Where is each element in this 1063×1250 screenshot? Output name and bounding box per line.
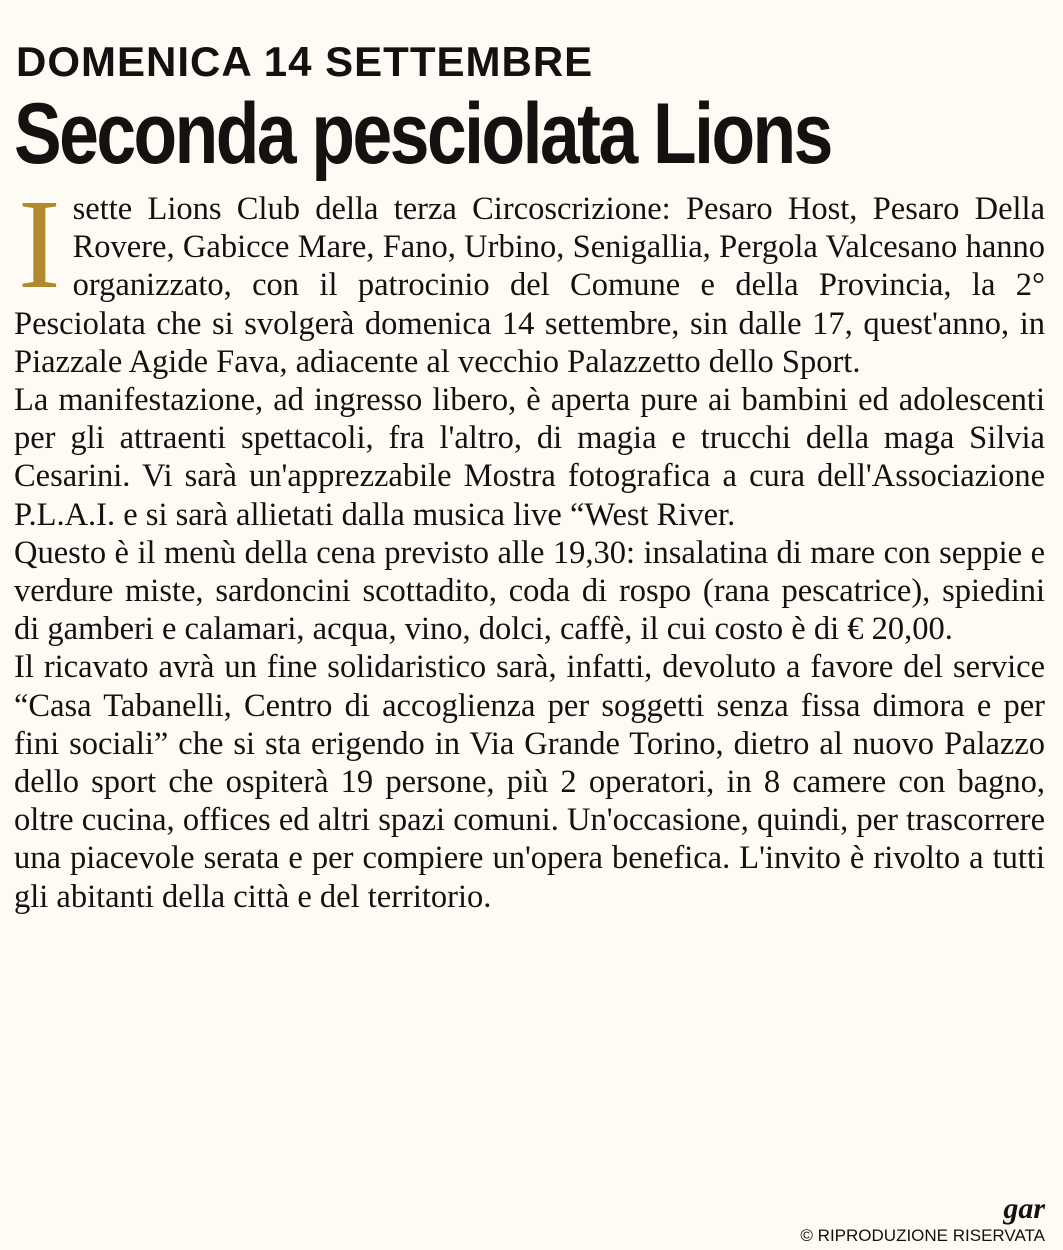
copyright-notice: © RIPRODUZIONE RISERVATA	[800, 1226, 1045, 1245]
drop-cap: I	[18, 173, 61, 315]
paragraph-1-text: sette Lions Club della terza Circoscrizione: Pesaro Host, Pesaro Della Rovere, Gabicce Mare, Fano, Urbino, Senigallia, Pergola Valcesano hanno organizzato, con il patrocinio del Comune e della Provincia, la 2° Pesciolata che si svolgerà domenica 14 settembre, sin dalle 17, quest'anno, in Piazzale Agide Fava, adiacente al vecchio Palazzetto dello Sport.	[14, 191, 1045, 380]
article-paragraph-1	[14, 173, 1045, 381]
author-signature: gar	[1003, 1192, 1045, 1225]
article-paragraph-4: Il ricavato avrà un fine solidaristico sarà, infatti, devoluto a favore del service “Casa Tabanelli, Centro di accoglienza per soggetti senza fissa dimora e per fini sociali” che si sta erigendo in Via Grande Torino, dietro al nuovo Palazzo dello sport che ospiterà 19 persone, più 2 operatori, in 8 camere con bagno, oltre cucina, offices ed altri spazi comuni. Un'occasione, quindi, per trascorrere una piacevole serata e per compiere un'opera benefica. L'invito è rivolto a tutti gli abitanti della città e del territorio.	[14, 649, 1045, 915]
article-kicker: DOMENICA 14 SETTEMBRE	[16, 38, 594, 85]
article-body	[14, 173, 1045, 916]
article-paragraph-2: La manifestazione, ad ingresso libero, è aperta pure ai bambini ed adolescenti per gli attraenti spettacoli, fra l'altro, di magia e trucchi della maga Silvia Cesarini. Vi sarà un'apprezzabile Mostra fotografica a cura dell'Associazione P.L.A.I. e si sarà allietati dalla musica live “West River.	[14, 382, 1045, 533]
article-paragraph-3: Questo è il menù della cena previsto alle 19,30: insalatina di mare con seppie e verdure miste, sardoncini scottadito, coda di rospo (rana pescatrice), spiedini di gamberi e calamari, acqua, vino, dolci, caffè, il cui costo è di € 20,00.	[14, 534, 1045, 648]
article-headline: Seconda pesciolata Lions	[14, 86, 831, 182]
